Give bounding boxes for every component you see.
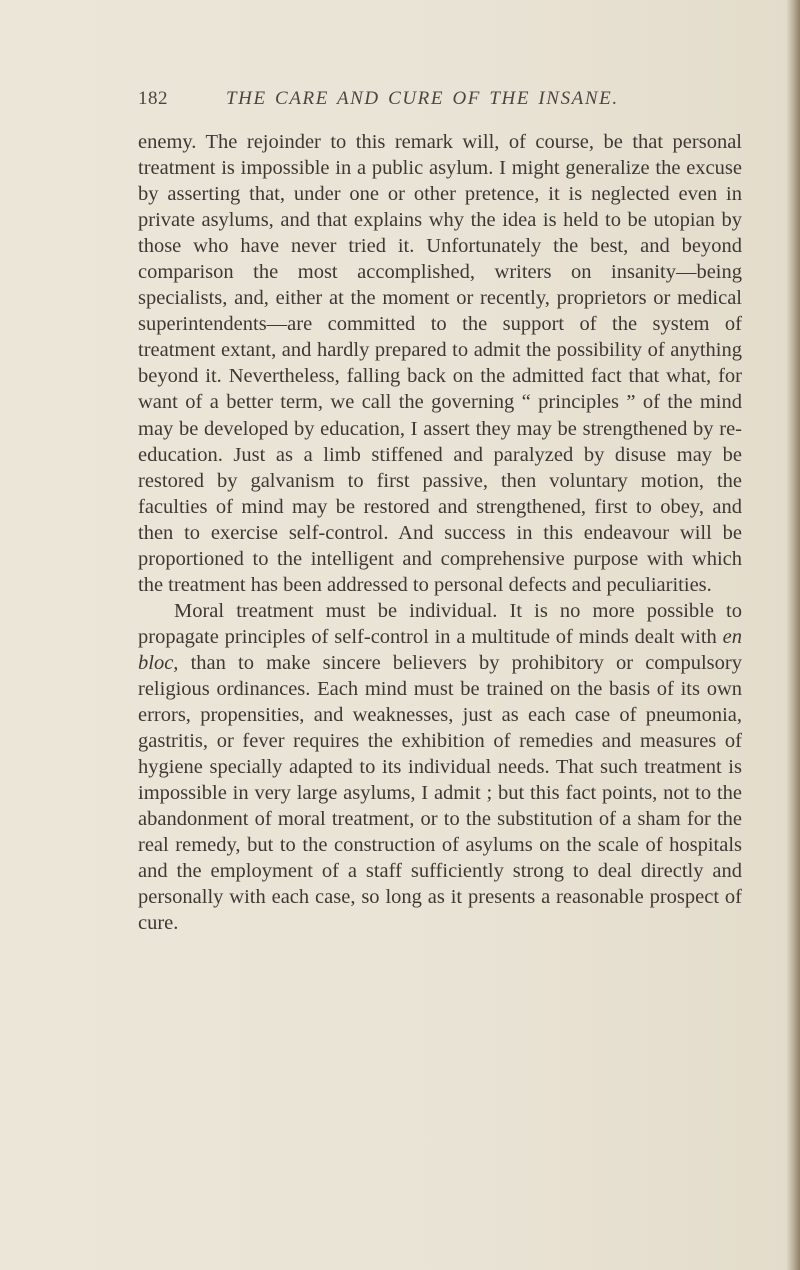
paragraph-text-after-italic: than to make sincere believers by prohibitory or compulsory religious ordinances. Each mind must be trained on the basis of its own errors, propensities, and weaknesses, just as each case of pneumonia, gastritis, or fever requires the exhibition of remedies and measures of hygiene specially adapted to its individual needs. That such treatment is impossible in very large asylums, I admit ; but this fact points, not to the abandonment of moral treatment, or to the substitution of a sham for the real remedy, but to the construction of asylums on the scale of hospitals and the employment of a staff sufficiently strong to deal directly and personally with each case, so long as it presents a reasonable prospect of cure. <box>138 651 742 935</box>
paragraph-continued: enemy. The rejoinder to this remark will, of course, be that personal treatment is impossible in a public asylum. I might generalize the excuse by asserting that, under one or other pretence, it is neglected even in private asylums, and that explains why the idea is held to be utopian by those who have never tried it. Unfortunately the best, and beyond comparison the most accomplished, writers on insanity—being specialists, and, either at the moment or recently, proprietors or medical superintendents—are committed to the support of the system of treatment extant, and hardly prepared to admit the possibility of anything beyond it. Nevertheless, falling back on the admitted fact that what, for want of a better term, we call the governing “ principles ” of the mind may be developed by education, I assert they may be strengthened by re-education. Just as a limb stiffened and paralyzed by disuse may be restored by galvanism to first passive, then voluntary motion, the faculties of mind may be restored and strengthened, first to obey, and then to exercise self-control. And success in this endeavour will be proportioned to the intelligent and comprehensive purpose with which the treatment has been addressed to personal defects and peculiarities. <box>138 131 742 596</box>
paragraph-moral-treatment <box>138 598 742 937</box>
running-title: THE CARE AND CURE OF THE INSANE. <box>226 88 619 109</box>
paragraph-text-before-italic: Moral treatment must be individual. It is no more possible to propagate principles of self-control in a multitude of minds dealt with <box>138 599 742 648</box>
italic-phrase: en bloc, <box>138 625 742 674</box>
page-number: 182 <box>138 88 168 109</box>
page-header <box>138 88 758 116</box>
body-text <box>138 129 742 936</box>
page-edge-shadow <box>786 0 800 1270</box>
